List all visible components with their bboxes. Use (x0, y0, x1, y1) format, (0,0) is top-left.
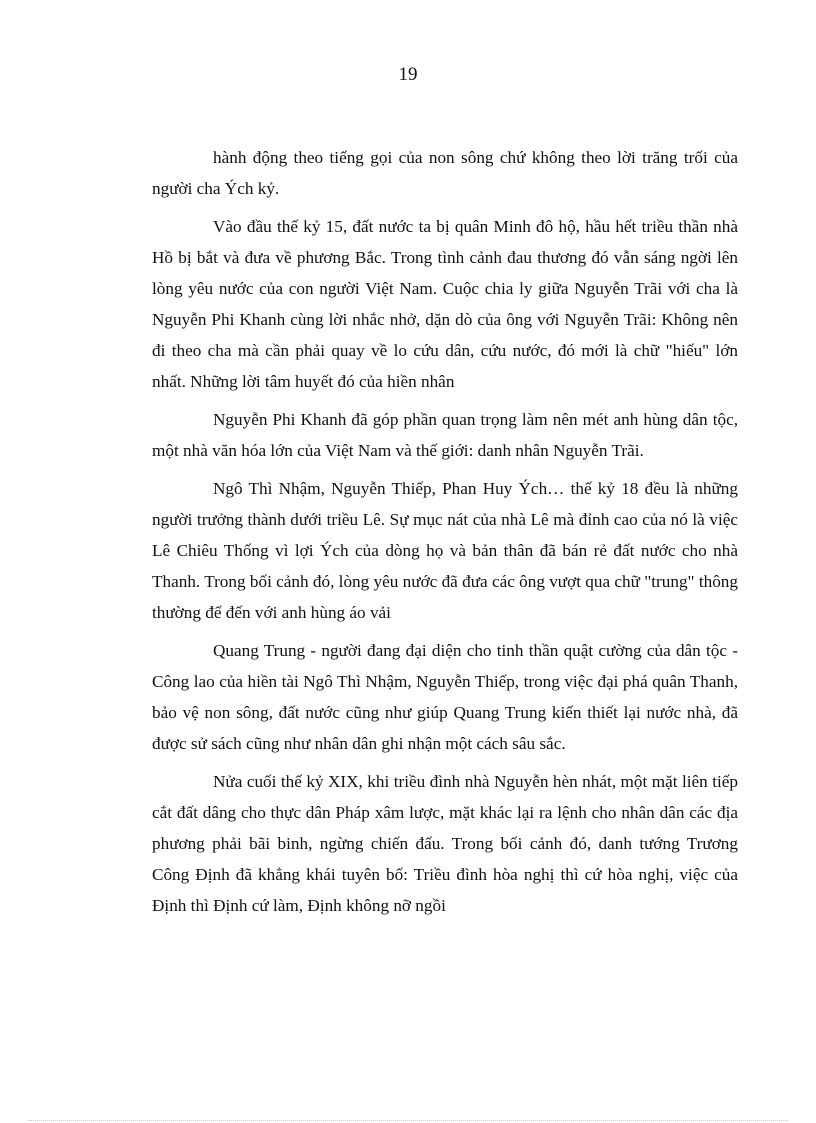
paragraph-5: Quang Trung - người đang đại diện cho tinh thần quật cường của dân tộc - Công lao của hiền tài Ngô Thì Nhậm, Nguyễn Thiếp, trong việc đại phá quân Thanh, bảo vệ non sông, đất nước cũng như giúp Quang Trung kiến thiết lại nước nhà, đã được sử sách cũng như nhân dân ghi nhận một cách sâu sắc. (152, 641, 738, 753)
page-bottom-divider (28, 1120, 788, 1121)
page-number: 19 (398, 64, 418, 85)
paragraph-1: hành động theo tiếng gọi của non sông chứ không theo lời trăng trối của người cha Ých kỷ. (152, 148, 738, 198)
paragraph-2: Vào đầu thế kỷ 15, đất nước ta bị quân Minh đô hộ, hầu hết triều thần nhà Hồ bị bắt và đưa về phương Bắc. Trong tình cảnh đau thương đó vẫn sáng ngời lên lòng yêu nước của con người Việt Nam. Cuộc chia ly giữa Nguyễn Trãi với cha là Nguyễn Phi Khanh cùng lời nhắc nhở, dặn dò của ông với Nguyễn Trãi: Không nên đi theo cha mà cần phải quay về lo cứu dân, cứu nước, đó mới là chữ "hiếu" lớn nhất. Những lời tâm huyết đó của hiền nhân (152, 217, 738, 391)
paragraph-6: Nửa cuối thế kỷ XIX, khi triều đình nhà Nguyễn hèn nhát, một mặt liên tiếp cắt đất dâng cho thực dân Pháp xâm lược, mặt khác lại ra lệnh cho nhân dân các địa phương phải bãi binh, ngừng chiến đấu. Trong bối cảnh đó, danh tướng Trương Công Định đã khẳng khái tuyên bố: Triều đình hòa nghị thì cứ hòa nghị, việc của Định thì Định cứ làm, Định không nỡ ngồi (152, 772, 738, 915)
document-body (152, 142, 738, 921)
paragraph-4: Ngô Thì Nhậm, Nguyễn Thiếp, Phan Huy Ých… thế kỷ 18 đều là những người trưởng thành dưới triều Lê. Sự mục nát của nhà Lê mà đỉnh cao của nó là việc Lê Chiêu Thống vì lợi Ých của dòng họ và bản thân đã bán rẻ đất nước cho nhà Thanh. Trong bối cảnh đó, lòng yêu nước đã đưa các ông vượt qua chữ "trung" thông thường để đến với anh hùng áo vải (152, 479, 738, 622)
paragraph-3: Nguyễn Phi Khanh đã góp phần quan trọng làm nên mét anh hùng dân tộc, một nhà văn hóa lớn của Việt Nam và thế giới: danh nhân Nguyễn Trãi. (152, 410, 738, 460)
